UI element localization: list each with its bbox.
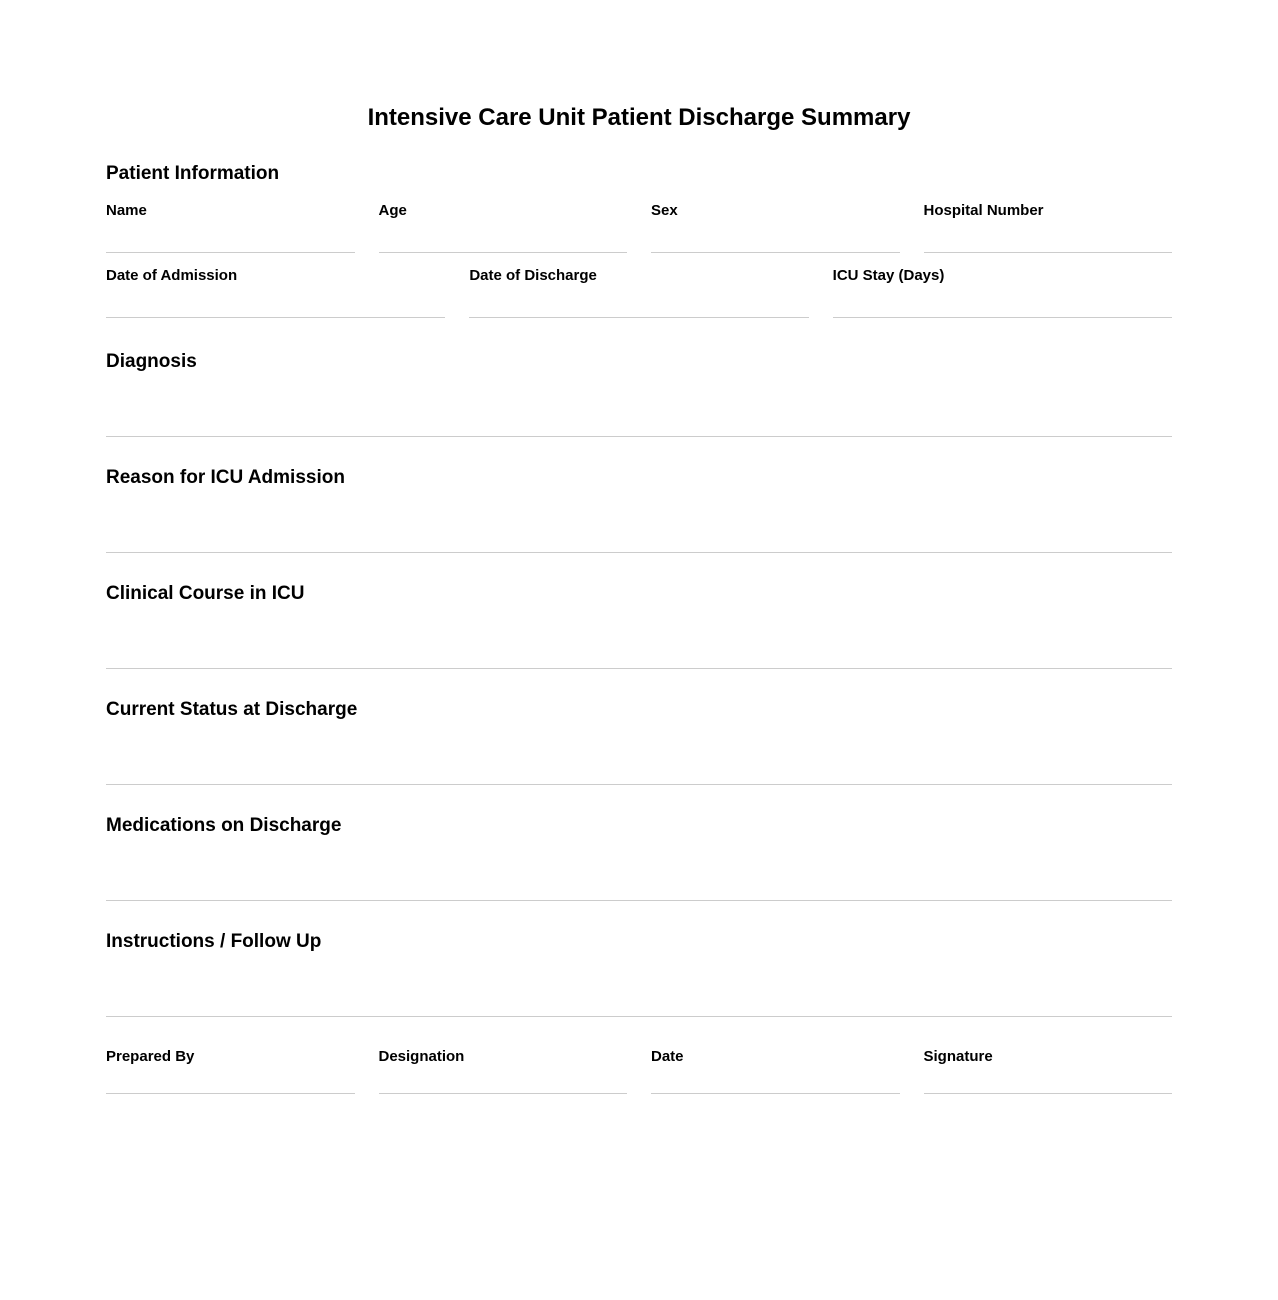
current-status-section[interactable] — [106, 698, 1172, 785]
diagnosis-section[interactable] — [106, 350, 1172, 437]
medications-section[interactable] — [106, 814, 1172, 901]
signature-label: Signature — [923, 1048, 993, 1065]
diagnosis-input-area[interactable] — [106, 350, 1172, 437]
icu-stay-days-label: ICU Stay (Days) — [832, 267, 945, 284]
date-of-discharge-label: Date of Discharge — [469, 267, 597, 284]
designation-label: Designation — [378, 1048, 465, 1065]
medications-heading: Medications on Discharge — [106, 815, 342, 836]
page-title: Intensive Care Unit Patient Discharge Summary — [367, 104, 911, 131]
instructions-follow-up-heading: Instructions / Follow Up — [106, 931, 322, 952]
instructions-follow-up-section[interactable] — [106, 930, 1172, 1017]
signature-field[interactable] — [924, 1047, 1173, 1094]
sex-label: Sex — [651, 202, 678, 219]
clinical-course-heading: Clinical Course in ICU — [106, 583, 305, 604]
icu-stay-days-field[interactable] — [833, 266, 1172, 318]
date-field[interactable] — [651, 1047, 900, 1094]
name-field[interactable] — [106, 201, 355, 253]
hospital-number-input-line[interactable] — [924, 252, 1173, 253]
signature-row — [106, 1047, 1172, 1094]
clinical-course-section[interactable] — [106, 582, 1172, 669]
patient-info-row-2 — [106, 266, 1172, 318]
age-field[interactable] — [379, 201, 628, 253]
reason-for-icu-admission-section[interactable] — [106, 466, 1172, 553]
name-label: Name — [106, 202, 147, 219]
date-label: Date — [651, 1048, 684, 1065]
hospital-number-field[interactable] — [924, 201, 1173, 253]
prepared-by-input-line[interactable] — [106, 1093, 355, 1094]
current-status-heading: Current Status at Discharge — [106, 699, 358, 720]
date-of-discharge-input-line[interactable] — [469, 317, 808, 318]
designation-input-line[interactable] — [379, 1093, 628, 1094]
signature-input-line[interactable] — [924, 1093, 1173, 1094]
date-of-admission-field[interactable] — [106, 266, 445, 318]
date-of-admission-input-line[interactable] — [106, 317, 445, 318]
icu-stay-days-input-line[interactable] — [833, 317, 1172, 318]
age-label: Age — [378, 202, 407, 219]
patient-information-heading: Patient Information — [106, 163, 280, 184]
diagnosis-heading: Diagnosis — [106, 351, 197, 372]
name-input-line[interactable] — [106, 252, 355, 253]
sex-input-line[interactable] — [651, 252, 900, 253]
date-of-admission-label: Date of Admission — [106, 267, 238, 284]
patient-info-row-1 — [106, 201, 1172, 253]
reason-for-icu-admission-heading: Reason for ICU Admission — [106, 467, 345, 488]
date-of-discharge-field[interactable] — [469, 266, 808, 318]
prepared-by-label: Prepared By — [106, 1048, 195, 1065]
prepared-by-field[interactable] — [106, 1047, 355, 1094]
sex-field[interactable] — [651, 201, 900, 253]
hospital-number-label: Hospital Number — [923, 202, 1044, 219]
date-input-line[interactable] — [651, 1093, 900, 1094]
age-input-line[interactable] — [379, 252, 628, 253]
designation-field[interactable] — [379, 1047, 628, 1094]
